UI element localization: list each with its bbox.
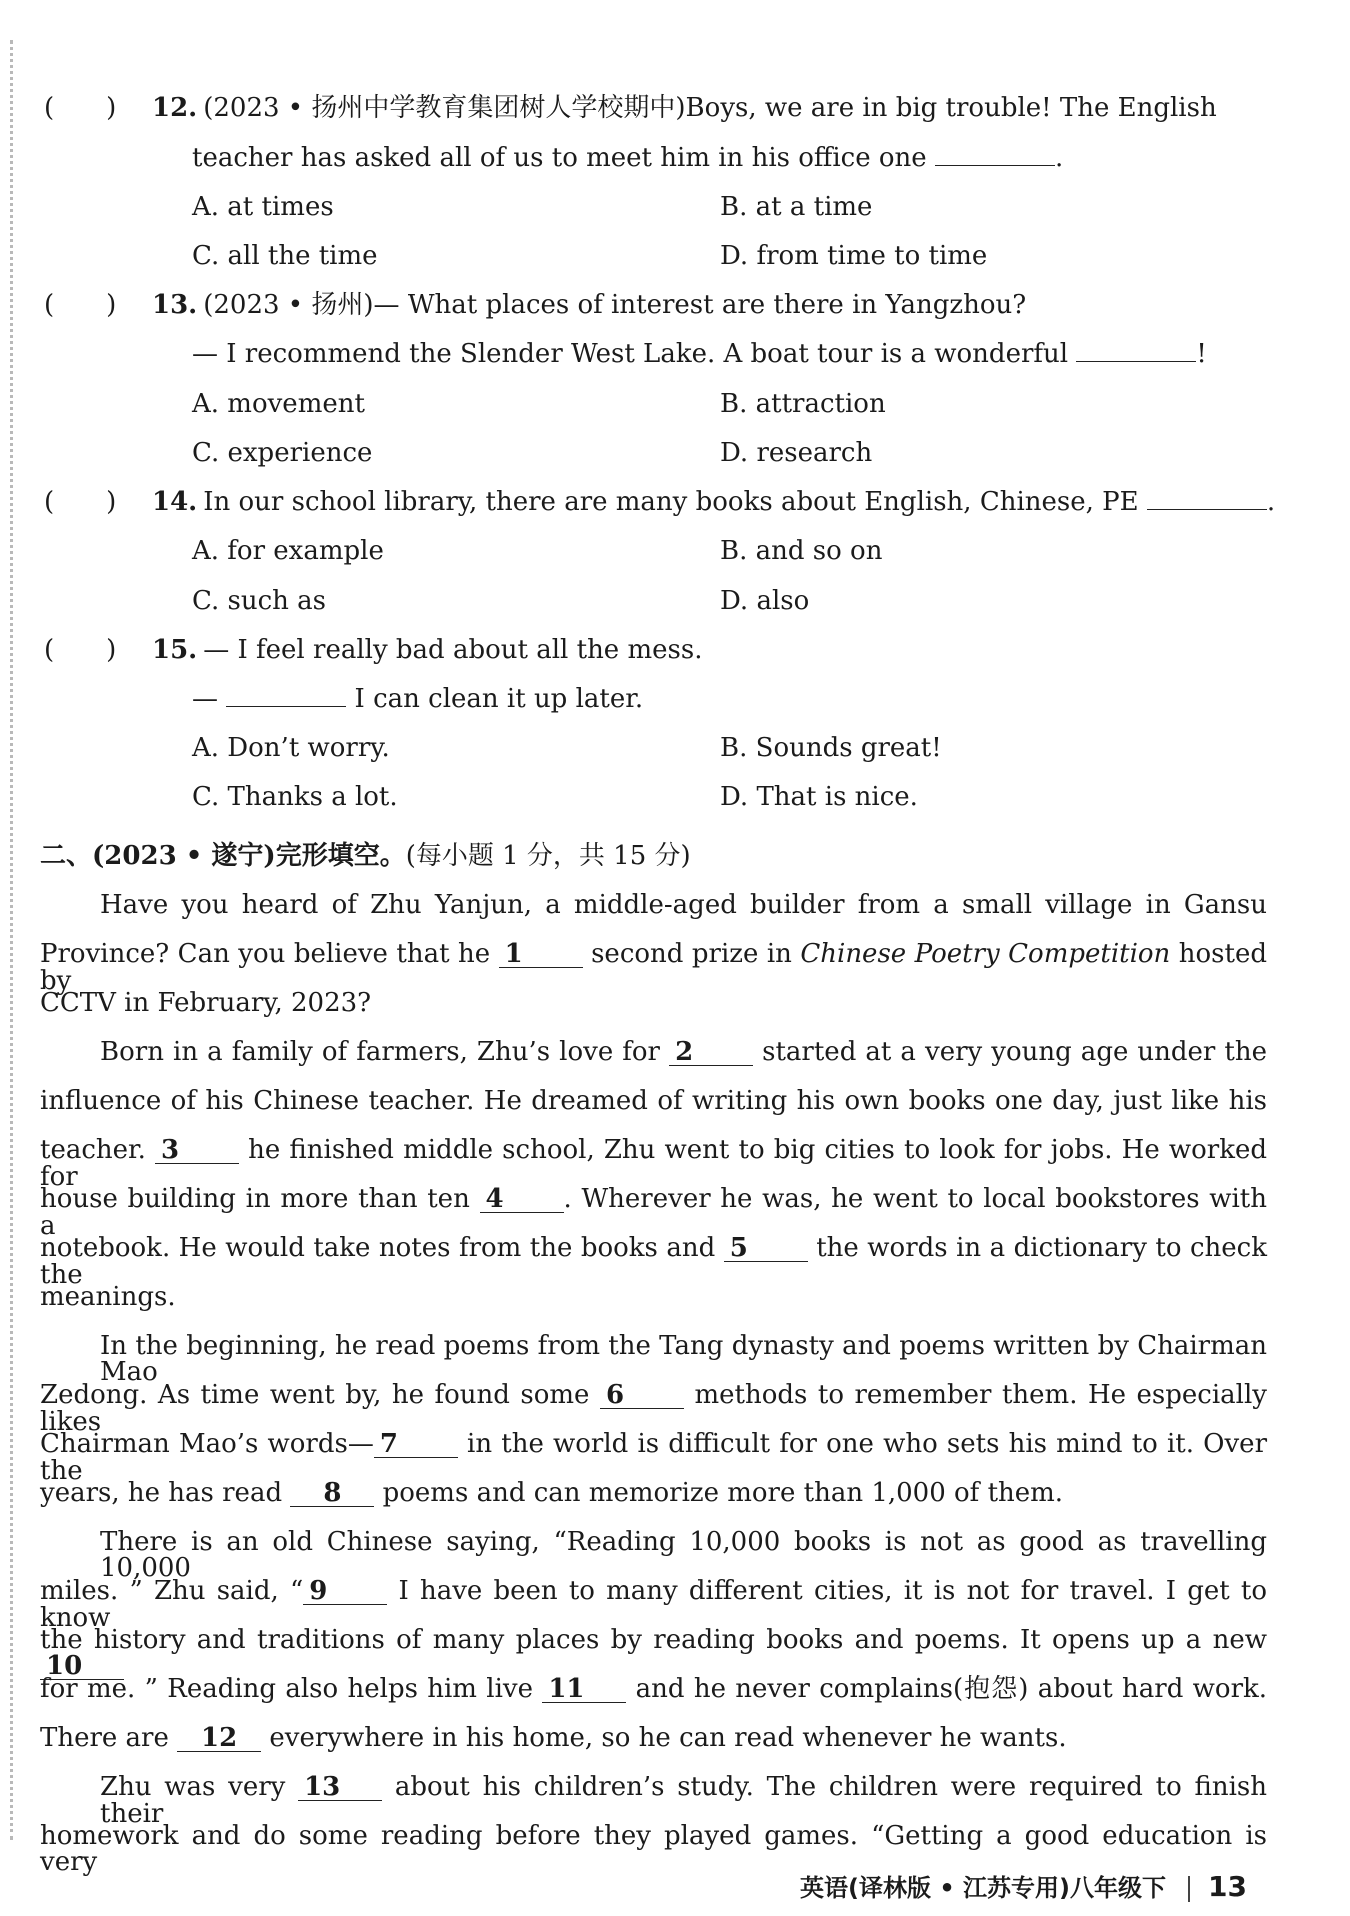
text: notebook. He would take notes from the books and bbox=[40, 1233, 716, 1263]
question-number: 14. bbox=[152, 487, 198, 517]
answer-paren[interactable]: ( ) bbox=[44, 635, 117, 665]
passage-line bbox=[40, 1578, 1267, 1631]
cloze-blank-9[interactable]: 9 bbox=[303, 1578, 387, 1605]
book-title: 英语(译林版 • 江苏专用)八年级下 bbox=[800, 1874, 1166, 1902]
option-c: C. such as bbox=[192, 586, 326, 616]
page-footer bbox=[800, 1868, 1247, 1903]
passage-line bbox=[40, 1676, 1267, 1703]
option-a: A. for example bbox=[192, 536, 384, 566]
passage-line bbox=[100, 1774, 1267, 1827]
passage-line: influence of his Chinese teacher. He dreamed of writing his own books one day, just like his bbox=[40, 1086, 1267, 1116]
page-number: 13 bbox=[1208, 1870, 1247, 1903]
stem-text: I can clean it up later. bbox=[354, 684, 644, 714]
text: Zedong. As time went by, he found some bbox=[40, 1380, 590, 1410]
passage-line bbox=[100, 1039, 1267, 1066]
text: Province? Can you believe that he bbox=[40, 939, 491, 969]
option-d: D. from time to time bbox=[720, 241, 988, 271]
cloze-blank-4[interactable]: 4 bbox=[480, 1186, 564, 1213]
option-d: D. That is nice. bbox=[720, 782, 918, 812]
answer-blank bbox=[1147, 489, 1267, 510]
footer-divider bbox=[1188, 1876, 1190, 1902]
passage-line bbox=[40, 1627, 1267, 1680]
cloze-blank-10[interactable]: 10 bbox=[40, 1653, 124, 1680]
answer-blank bbox=[1076, 341, 1196, 362]
option-b: B. and so on bbox=[720, 536, 883, 566]
text: the words in a dictionary to check the bbox=[40, 1233, 1267, 1290]
question-15-stem-line2 bbox=[192, 686, 643, 712]
cloze-blank-12[interactable]: 12 bbox=[177, 1725, 261, 1752]
text: miles. ” Zhu said, “ bbox=[40, 1576, 304, 1606]
cloze-blank-7[interactable]: 7 bbox=[374, 1431, 458, 1458]
text: There are bbox=[40, 1723, 169, 1753]
passage-line bbox=[40, 1431, 1267, 1484]
option-b: B. at a time bbox=[720, 192, 873, 222]
section-title: 二、(2023 • 遂宁)完形填空。 bbox=[40, 841, 406, 871]
text: started at a very young age under the bbox=[762, 1037, 1268, 1067]
text: the history and traditions of many places by reading books and poems. It opens up a new bbox=[40, 1625, 1267, 1655]
text: he finished middle school, Zhu went to big cities to look for jobs. He worked for bbox=[40, 1135, 1268, 1192]
question-13-stem-line2 bbox=[192, 341, 1207, 367]
text: in the world is difficult for one who sets his mind to it. Over the bbox=[40, 1429, 1267, 1486]
question-12 bbox=[44, 95, 1217, 121]
cloze-blank-1[interactable]: 1 bbox=[499, 941, 583, 968]
question-number: 15. bbox=[152, 635, 198, 665]
option-a: A. movement bbox=[192, 389, 365, 419]
question-14 bbox=[44, 489, 1275, 515]
cloze-blank-6[interactable]: 6 bbox=[600, 1382, 684, 1409]
answer-paren[interactable]: ( ) bbox=[44, 93, 117, 123]
question-12-stem-line2 bbox=[192, 145, 1063, 171]
passage-line: CCTV in February, 2023? bbox=[40, 988, 372, 1018]
competition-title: Chinese Poetry Competition bbox=[800, 939, 1171, 969]
passage-line: meanings. bbox=[40, 1282, 176, 1312]
stem-punct: . bbox=[1266, 487, 1276, 517]
text: everywhere in his home, so he can read whenever he wants. bbox=[269, 1723, 1067, 1753]
passage-line: In the beginning, he read poems from the Tang dynasty and poems written by Chairman Mao bbox=[100, 1331, 1267, 1387]
question-stem: In our school library, there are many books about English, Chinese, PE bbox=[203, 487, 1139, 517]
text: and he never complains(抱怨) about hard work. bbox=[635, 1674, 1268, 1704]
question-stem: (2023 • 扬州中学教育集团树人学校期中)Boys, we are in big trouble! The English bbox=[203, 93, 1217, 123]
passage-line bbox=[40, 941, 1267, 994]
cloze-blank-5[interactable]: 5 bbox=[724, 1235, 808, 1262]
option-a: A. Don’t worry. bbox=[192, 733, 390, 763]
cloze-blank-8[interactable]: 8 bbox=[290, 1480, 374, 1507]
stem-text: — bbox=[192, 684, 218, 714]
text: poems and can memorize more than 1,000 of them. bbox=[382, 1478, 1064, 1508]
text: years, he has read bbox=[40, 1478, 283, 1508]
passage-line bbox=[40, 1480, 1063, 1507]
question-number: 13. bbox=[152, 290, 198, 320]
text: Born in a family of farmers, Zhu’s love for bbox=[100, 1037, 660, 1067]
text: teacher. bbox=[40, 1135, 146, 1165]
text: hosted by bbox=[40, 939, 1268, 996]
option-a: A. at times bbox=[192, 192, 334, 222]
section-scoring-note: (每小题 1 分，共 15 分) bbox=[405, 841, 691, 871]
option-c: C. all the time bbox=[192, 241, 378, 271]
passage-line bbox=[40, 1382, 1267, 1435]
answer-paren[interactable]: ( ) bbox=[44, 487, 117, 517]
text: house building in more than ten bbox=[40, 1184, 470, 1214]
answer-blank bbox=[226, 686, 346, 707]
text: for me. ” Reading also helps him live bbox=[40, 1674, 533, 1704]
option-d: D. also bbox=[720, 586, 810, 616]
option-c: C. experience bbox=[192, 438, 373, 468]
passage-line bbox=[40, 1725, 1067, 1752]
stem-punct: ! bbox=[1196, 339, 1207, 369]
answer-paren[interactable]: ( ) bbox=[44, 290, 117, 320]
option-b: B. Sounds great! bbox=[720, 733, 942, 763]
passage-line bbox=[40, 1235, 1267, 1288]
cloze-blank-2[interactable]: 2 bbox=[669, 1039, 753, 1066]
passage-line bbox=[40, 1137, 1267, 1190]
text: Zhu was very bbox=[100, 1772, 286, 1802]
question-15 bbox=[44, 637, 702, 663]
cloze-blank-11[interactable]: 11 bbox=[542, 1676, 626, 1703]
stem-text: — I recommend the Slender West Lake. A boat tour is a wonderful bbox=[192, 339, 1069, 369]
question-stem: (2023 • 扬州)— What places of interest are there in Yangzhou? bbox=[203, 290, 1027, 320]
option-b: B. attraction bbox=[720, 389, 886, 419]
text: Chairman Mao’s words— bbox=[40, 1429, 374, 1459]
stem-text: teacher has asked all of us to meet him in his office one bbox=[192, 143, 927, 173]
passage-line: homework and do some reading before they played games. “Getting a good education is very bbox=[40, 1821, 1267, 1877]
option-d: D. research bbox=[720, 438, 873, 468]
cloze-blank-13[interactable]: 13 bbox=[298, 1774, 382, 1801]
passage-line: Have you heard of Zhu Yanjun, a middle-aged builder from a small village in Gansu bbox=[100, 890, 1267, 920]
text: about his children’s study. The children were required to finish their bbox=[100, 1772, 1267, 1829]
stem-punct: . bbox=[1054, 143, 1064, 173]
passage-line: There is an old Chinese saying, “Reading 10,000 books is not as good as travelling 10,000 bbox=[100, 1527, 1267, 1583]
question-number: 12. bbox=[152, 93, 198, 123]
binding-margin-dots bbox=[10, 40, 13, 1840]
text: methods to remember them. He especially likes bbox=[40, 1380, 1267, 1437]
text: . Wherever he was, he went to local bookstores with a bbox=[40, 1184, 1268, 1241]
text: second prize in bbox=[591, 939, 792, 969]
cloze-blank-3[interactable]: 3 bbox=[155, 1137, 239, 1164]
question-stem: — I feel really bad about all the mess. bbox=[203, 635, 703, 665]
text: I have been to many different cities, it is not for travel. I get to know bbox=[40, 1576, 1268, 1633]
answer-blank bbox=[935, 145, 1055, 166]
option-c: C. Thanks a lot. bbox=[192, 782, 398, 812]
question-13 bbox=[44, 292, 1026, 318]
section-heading bbox=[40, 843, 691, 869]
passage-line bbox=[40, 1186, 1267, 1239]
